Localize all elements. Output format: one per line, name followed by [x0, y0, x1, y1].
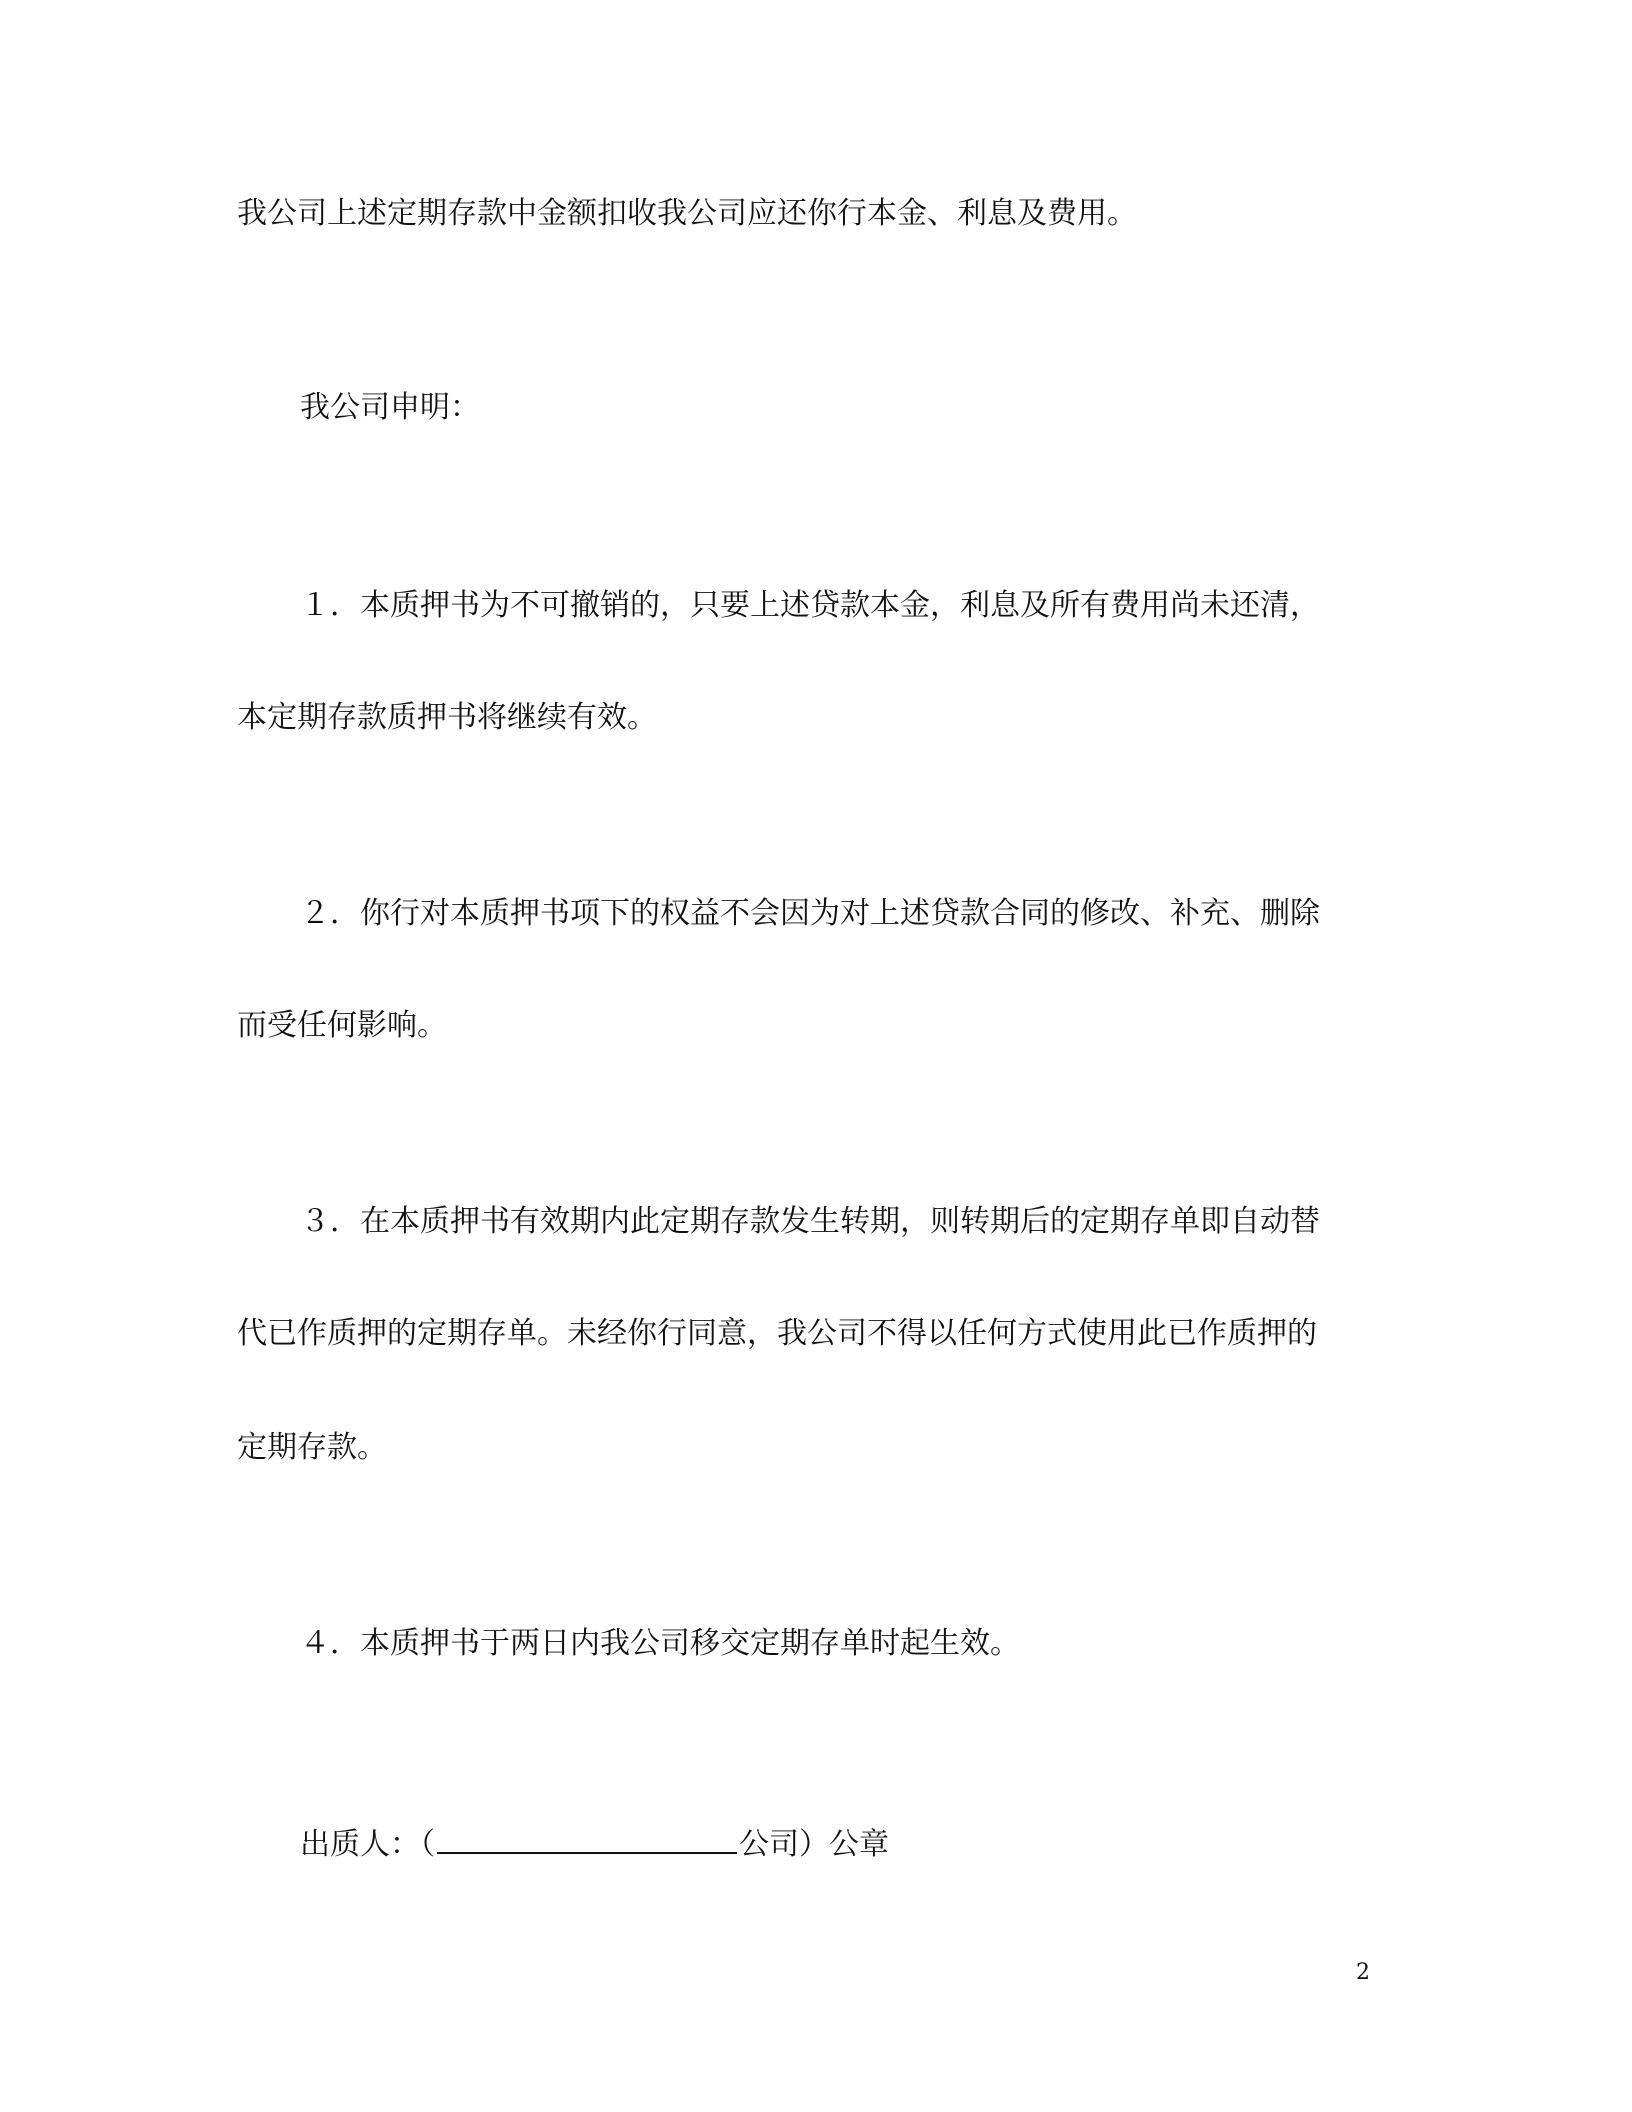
item-3-line-3: 定期存款。: [237, 1430, 387, 1465]
item-1-line-2: 本定期存款质押书将继续有效。: [237, 700, 657, 735]
paragraph-line: 我公司上述定期存款中金额扣收我公司应还你行本金、利息及费用。: [237, 196, 1137, 231]
item-1-line-1: １．本质押书为不可撤销的，只要上述贷款本金，利息及所有费用尚未还清，: [300, 588, 1320, 623]
item-4-line-1: ４．本质押书于两日内我公司移交定期存单时起生效。: [300, 1626, 1020, 1661]
company-name-blank: [437, 1822, 737, 1854]
page-number: 2: [1356, 1960, 1370, 1985]
signature-label: 出质人：（: [300, 1827, 435, 1862]
signature-suffix: 公司）公章: [739, 1827, 889, 1862]
item-2-line-1: ２．你行对本质押书项下的权益不会因为对上述贷款合同的修改、补充、删除: [300, 896, 1320, 931]
signature-line: [300, 1822, 1460, 1865]
item-3-line-2: 代已作质押的定期存单。未经你行同意，我公司不得以任何方式使用此已作质押的: [237, 1316, 1317, 1351]
item-3-line-1: ３．在本质押书有效期内此定期存款发生转期，则转期后的定期存单即自动替: [300, 1204, 1320, 1239]
item-2-line-2: 而受任何影响。: [237, 1008, 447, 1043]
declaration-heading: 我公司申明：: [300, 390, 480, 425]
